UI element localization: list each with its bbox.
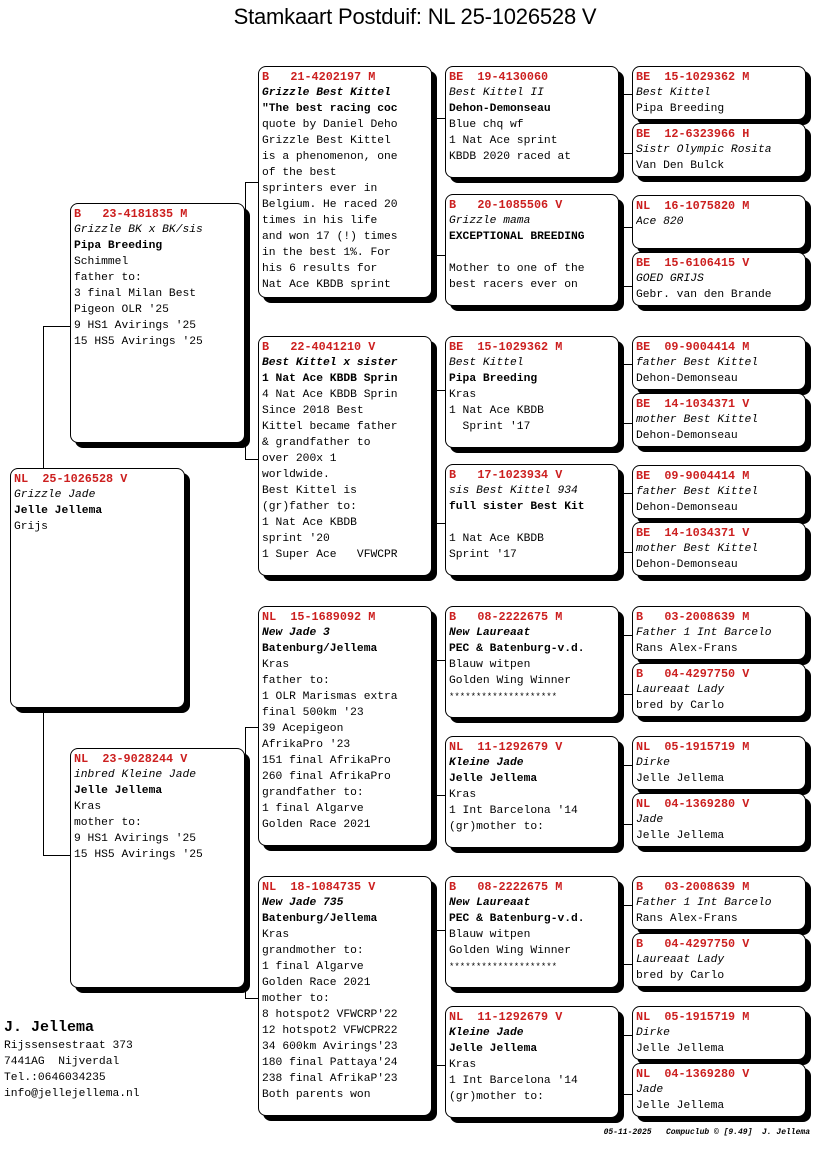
note: Grizzle Best Kittel (262, 135, 391, 147)
ring-number: BE 15-1029362 M (636, 70, 750, 84)
note: 238 final AfrikaP'23 (262, 1073, 398, 1085)
pigeon-name: Best Kittel II (449, 87, 544, 99)
father-card[interactable] (70, 203, 245, 443)
ring-number: B 08-2222675 M (449, 610, 563, 624)
note: Grijs (14, 521, 48, 533)
ancestor-card[interactable] (632, 876, 806, 930)
great-grandparent-card[interactable] (445, 336, 619, 448)
pigeon-name: New Laureaat (449, 627, 531, 639)
great-grandparent-card[interactable] (445, 194, 619, 306)
ancestor-card[interactable] (632, 336, 806, 390)
owner: bred by Carlo (636, 700, 725, 712)
note: 4 Nat Ace KBDB Sprin (262, 389, 398, 401)
ring-number: NL 05-1915719 M (636, 740, 750, 754)
note: 1 final Algarve (262, 803, 364, 815)
note: father to: (74, 272, 142, 284)
ancestor-card[interactable] (632, 66, 806, 120)
note: Best Kittel is (262, 485, 357, 497)
note: 1 Nat Ace KBDB (449, 405, 544, 417)
owner: Jelle Jellema (636, 1043, 725, 1055)
owner: Jelle Jellema (449, 773, 538, 785)
note: Kras (74, 801, 102, 813)
note: Sprint '17 (449, 549, 517, 561)
connector-g2-0 (431, 118, 446, 256)
note: is a phenomenon, one (262, 151, 398, 163)
owner: bred by Carlo (636, 970, 725, 982)
pigeon-name: sis Best Kittel 934 (449, 485, 578, 497)
note: 1 Int Barcelona '14 (449, 805, 578, 817)
ancestor-card[interactable] (632, 736, 806, 790)
note: 15 HS5 Avirings '25 (74, 336, 203, 348)
ancestor-card[interactable] (632, 606, 806, 660)
note: Kras (449, 1059, 477, 1071)
owner: Pipa Breeding (636, 103, 725, 115)
owner: Batenburg/Jellema (262, 643, 378, 655)
great-grandparent-card[interactable] (445, 876, 619, 988)
note: 1 OLR Marismas extra (262, 691, 398, 703)
grandparent-card[interactable] (258, 336, 432, 576)
breeder-name: J. Jellema (4, 1019, 95, 1036)
pigeon-name: mother Best Kittel (636, 543, 759, 555)
note: 180 final Pattaya'24 (262, 1057, 398, 1069)
ancestor-card[interactable] (632, 1006, 806, 1060)
note: ******************** (449, 962, 558, 972)
breeder-info (4, 1018, 140, 1102)
connector-g3-4 (619, 635, 633, 695)
connector-g2-3 (431, 930, 446, 1066)
note: 151 final AfrikaPro (262, 755, 391, 767)
breeder-phone: Tel.:0646034235 (4, 1072, 106, 1084)
pigeon-name: Kleine Jade (449, 1027, 524, 1039)
breeder-email[interactable]: info@jellejellema.nl (4, 1088, 140, 1100)
note: 12 hotspot2 VFWCPR22 (262, 1025, 398, 1037)
note: 1 final Algarve (262, 961, 364, 973)
connector-g2-2 (431, 660, 446, 796)
ring-number: BE 09-9004414 M (636, 469, 750, 483)
breeder-address: Rijssensestraat 373 (4, 1040, 133, 1052)
pigeon-name: Laureaat Lady (636, 954, 725, 966)
great-grandparent-card[interactable] (445, 66, 619, 178)
ancestor-card[interactable] (632, 663, 806, 717)
ring-number: B 03-2008639 M (636, 610, 750, 624)
pigeon-name: Ace 820 (636, 216, 684, 228)
owner: Pipa Breeding (74, 240, 163, 252)
ring-number: B 20-1085506 V (449, 198, 563, 212)
connector-g3-3 (619, 493, 633, 553)
pigeon-name: Father 1 Int Barcelo (636, 897, 772, 909)
note: 9 HS1 Avirings '25 (74, 833, 197, 845)
note: grandfather to: (262, 787, 364, 799)
note: Since 2018 Best (262, 405, 364, 417)
pigeon-name: New Jade 3 (262, 627, 330, 639)
note: & grandfather to (262, 437, 371, 449)
note: Kras (449, 389, 477, 401)
ring-number: BE 12-6323966 H (636, 127, 750, 141)
note: worldwide. (262, 469, 330, 481)
note: mother to: (74, 817, 142, 829)
note: Blauw witpen (449, 659, 531, 671)
connector-g3-6 (619, 905, 633, 965)
owner: Jelle Jellema (14, 505, 103, 517)
owner: Rans Alex-Frans (636, 913, 738, 925)
ring-number: BE 14-1034371 V (636, 526, 750, 540)
ancestor-card[interactable] (632, 195, 806, 249)
connector-mother-gen2 (245, 727, 259, 999)
ring-number: NL 05-1915719 M (636, 1010, 750, 1024)
pigeon-name: Best Kittel (636, 87, 711, 99)
note: Sprint '17 (449, 421, 531, 433)
pigeon-name: Laureaat Lady (636, 684, 725, 696)
ring-number: BE 14-1034371 V (636, 397, 750, 411)
ring-number: NL 16-1075820 M (636, 199, 750, 213)
pigeon-name: Grizzle Best Kittel (262, 87, 391, 99)
owner: Dehon-Demonseau (636, 430, 738, 442)
note: 34 600km Avirings'23 (262, 1041, 398, 1053)
owner (636, 230, 802, 246)
owner: Jelle Jellema (449, 1043, 538, 1055)
note: 39 Acepigeon (262, 723, 344, 735)
owner: PEC & Batenburg-v.d. (449, 643, 585, 655)
note: of the best (262, 167, 337, 179)
ring-number: BE 15-6106415 V (636, 256, 750, 270)
great-grandparent-card[interactable] (445, 464, 619, 576)
note: 3 final Milan Best (74, 288, 197, 300)
note: his 6 results for (262, 263, 378, 275)
pigeon-name: Best Kittel (449, 357, 524, 369)
ring-number: NL 04-1369280 V (636, 797, 750, 811)
footer-credits: 05-11-2025 Compuclub © [9.49] J. Jellema (603, 1128, 810, 1137)
page-title: Stamkaart Postduif: NL 25-1026528 V (233, 4, 597, 29)
note: Pigeon OLR '25 (74, 304, 169, 316)
note: 1 Nat Ace KBDB (262, 517, 357, 529)
connector-g3-0 (619, 94, 633, 154)
note: Mother to one of the (449, 263, 585, 275)
owner: Dehon-Demonseau (636, 373, 738, 385)
pigeon-name: Grizzle BK x BK/sis (74, 224, 203, 236)
owner: 1 Nat Ace KBDB Sprin (262, 373, 398, 385)
note: Blauw witpen (449, 929, 531, 941)
note: and won 17 (!) times (262, 231, 398, 243)
connector-father-gen2 (245, 182, 259, 460)
ring-number: B 23-4181835 M (74, 207, 188, 221)
ring-number: B 04-4297750 V (636, 667, 750, 681)
note: Schimmel (74, 256, 129, 268)
pigeon-name: Jade (636, 814, 664, 826)
connector-g3-7 (619, 1035, 633, 1095)
ring-number: NL 04-1369280 V (636, 1067, 750, 1081)
note: in the best 1%. For (262, 247, 391, 259)
note: KBDB 2020 raced at (449, 151, 572, 163)
note: 1 Nat Ace KBDB (449, 533, 544, 545)
note: Belgium. He raced 20 (262, 199, 398, 211)
breeder-city: 7441AG Nijverdal (4, 1056, 120, 1068)
pigeon-name: Jade (636, 1084, 664, 1096)
connector-g3-1 (619, 227, 633, 287)
ring-number: NL 18-1084735 V (262, 880, 376, 894)
note: over 200x 1 (262, 453, 337, 465)
note: Nat Ace KBDB sprint (262, 279, 391, 291)
owner: Dehon-Demonseau (636, 559, 738, 571)
ring-number: BE 19-4130060 (449, 70, 549, 84)
owner: Gebr. van den Brande (636, 289, 772, 301)
ring-number: NL 11-1292679 V (449, 740, 563, 754)
note: Golden Wing Winner (449, 675, 572, 687)
pigeon-name: Dirke (636, 757, 670, 769)
note: times in his life (262, 215, 378, 227)
ancestor-card[interactable] (632, 465, 806, 519)
ring-number: B 04-4297750 V (636, 937, 750, 951)
owner: EXCEPTIONAL BREEDING (449, 231, 585, 243)
note: best racers ever on (449, 279, 578, 291)
pigeon-name: father Best Kittel (636, 486, 759, 498)
ring-number: B 21-4202197 M (262, 70, 376, 84)
ring-number: NL 11-1292679 V (449, 1010, 563, 1024)
note: Golden Race 2021 (262, 977, 371, 989)
ancestor-card[interactable] (632, 522, 806, 576)
note: 8 hotspot2 VFWCRP'22 (262, 1009, 398, 1021)
owner: Jelle Jellema (74, 785, 163, 797)
ring-number: BE 15-1029362 M (449, 340, 563, 354)
note: (gr)mother to: (449, 821, 544, 833)
pigeon-name: Father 1 Int Barcelo (636, 627, 772, 639)
connector-g2-1 (431, 390, 446, 524)
connector-g3-2 (619, 364, 633, 424)
great-grandparent-card[interactable] (445, 1006, 619, 1118)
ring-number: NL 25-1026528 V (14, 472, 128, 486)
owner: Jelle Jellema (636, 773, 725, 785)
grandparent-card[interactable] (258, 606, 432, 846)
ring-number: B 03-2008639 M (636, 880, 750, 894)
connector-g3-5 (619, 765, 633, 825)
pigeon-name: mother Best Kittel (636, 414, 759, 426)
pigeon-name: Grizzle mama (449, 215, 531, 227)
owner: "The best racing coc (262, 103, 398, 115)
pigeon-name: Grizzle Jade (14, 489, 96, 501)
note: (gr)father to: (262, 501, 357, 513)
ring-number: NL 23-9028244 V (74, 752, 188, 766)
pigeon-name: inbred Kleine Jade (74, 769, 197, 781)
ring-number: B 08-2222675 M (449, 880, 563, 894)
pigeon-card[interactable] (10, 468, 185, 708)
great-grandparent-card[interactable] (445, 606, 619, 718)
owner: Batenburg/Jellema (262, 913, 378, 925)
note: Golden Wing Winner (449, 945, 572, 957)
note: (gr)mother to: (449, 1091, 544, 1103)
note: ******************** (449, 692, 558, 702)
pigeon-name: father Best Kittel (636, 357, 759, 369)
note: 1 Nat Ace sprint (449, 135, 558, 147)
great-grandparent-card[interactable] (445, 736, 619, 848)
note: Kittel became father (262, 421, 398, 433)
note: quote by Daniel Deho (262, 119, 398, 131)
ancestor-card[interactable] (632, 393, 806, 447)
owner: Van Den Bulck (636, 160, 725, 172)
note: 9 HS1 Avirings '25 (74, 320, 197, 332)
ancestor-card[interactable] (632, 123, 806, 177)
note: Golden Race 2021 (262, 819, 371, 831)
ancestor-card[interactable] (632, 933, 806, 987)
note (449, 515, 615, 531)
note: mother to: (262, 993, 330, 1005)
pigeon-name: New Jade 735 (262, 897, 344, 909)
owner: PEC & Batenburg-v.d. (449, 913, 585, 925)
note: 1 Super Ace VFWCPR (262, 549, 398, 561)
note: Kras (449, 789, 477, 801)
note (449, 245, 615, 261)
pigeon-name: Dirke (636, 1027, 670, 1039)
pigeon-name: Sistr Olympic Rosita (636, 144, 772, 156)
note: sprint '20 (262, 533, 330, 545)
pigeon-name: GOED GRIJS (636, 273, 704, 285)
owner: Pipa Breeding (449, 373, 538, 385)
ring-number: B 17-1023934 V (449, 468, 563, 482)
note: 1 Int Barcelona '14 (449, 1075, 578, 1087)
owner: Dehon-Demonseau (449, 103, 551, 115)
note: 15 HS5 Avirings '25 (74, 849, 203, 861)
ring-number: NL 15-1689092 M (262, 610, 376, 624)
note: grandmother to: (262, 945, 364, 957)
ancestor-card[interactable] (632, 1063, 806, 1117)
note: AfrikaPro '23 (262, 739, 351, 751)
owner: Rans Alex-Frans (636, 643, 738, 655)
owner: Jelle Jellema (636, 1100, 725, 1112)
ancestor-card[interactable] (632, 252, 806, 306)
note: sprinters ever in (262, 183, 378, 195)
note: Kras (262, 659, 290, 671)
note: father to: (262, 675, 330, 687)
owner: full sister Best Kit (449, 501, 585, 513)
pigeon-name: New Laureaat (449, 897, 531, 909)
owner: Dehon-Demonseau (636, 502, 738, 514)
owner: Jelle Jellema (636, 830, 725, 842)
mother-card[interactable] (70, 748, 245, 988)
grandparent-card[interactable] (258, 876, 432, 1116)
note: Kras (262, 929, 290, 941)
note: 260 final AfrikaPro (262, 771, 391, 783)
ring-number: BE 09-9004414 M (636, 340, 750, 354)
ring-number: B 22-4041210 V (262, 340, 376, 354)
note: Both parents won (262, 1089, 371, 1101)
ancestor-card[interactable] (632, 793, 806, 847)
grandparent-card[interactable] (258, 66, 432, 298)
pigeon-name: Kleine Jade (449, 757, 524, 769)
note: final 500km '23 (262, 707, 364, 719)
pigeon-name: Best Kittel x sister (262, 357, 398, 369)
note: Blue chq wf (449, 119, 524, 131)
